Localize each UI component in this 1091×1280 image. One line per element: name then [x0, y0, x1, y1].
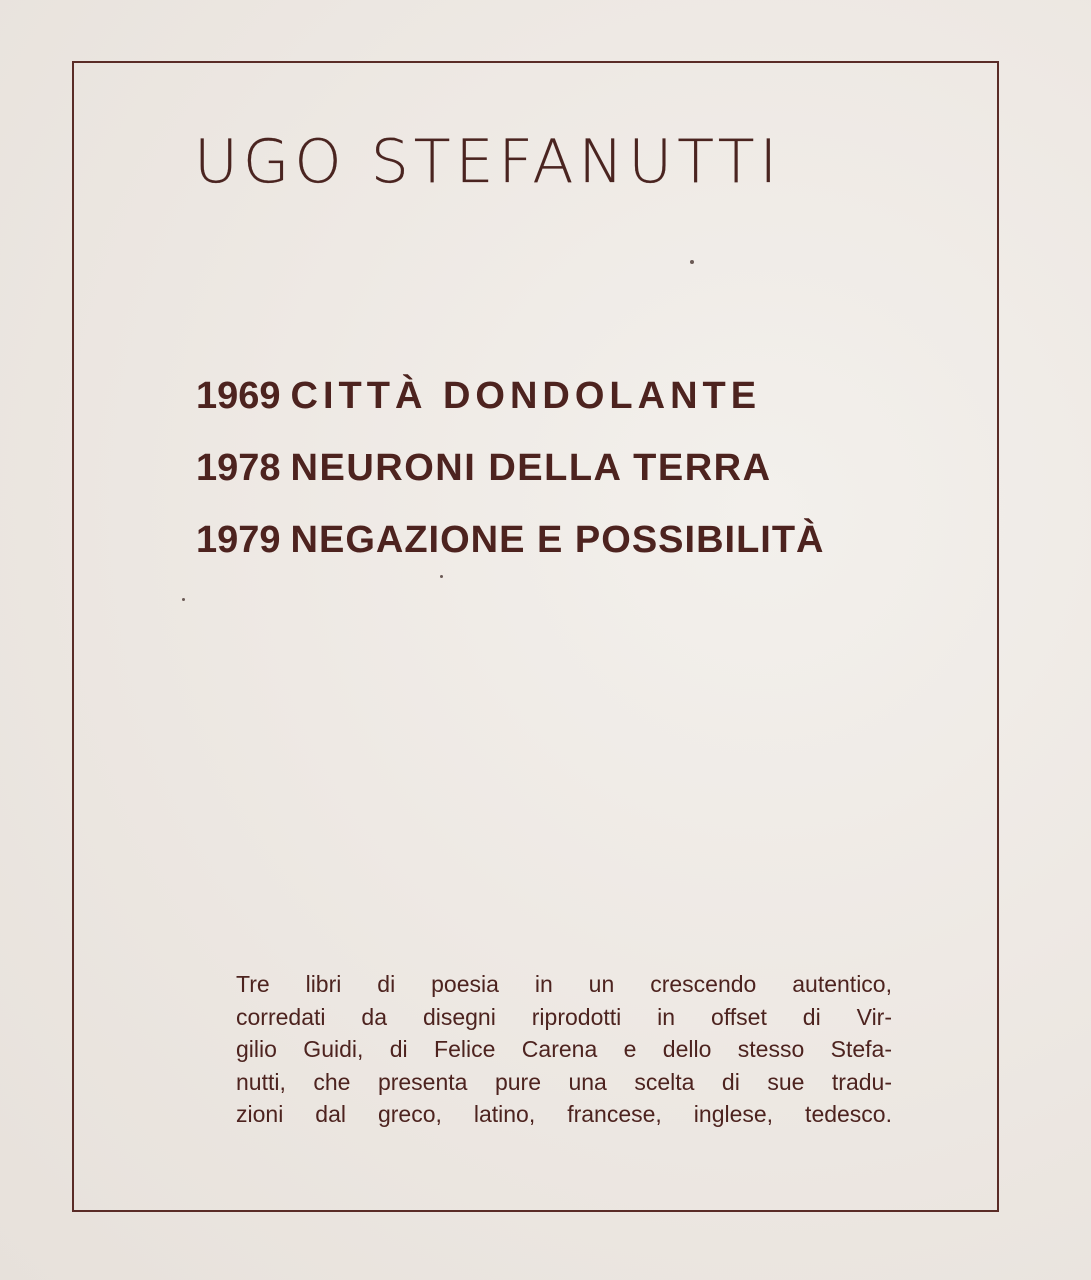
book-titles-list — [196, 366, 896, 582]
description-line: gilio Guidi, di Felice Carena e dello stesso Stefa- — [236, 1036, 892, 1062]
book-year: 1969 — [196, 375, 281, 417]
description-line: nutti, che presenta pure una scelta di sue tradu- — [236, 1068, 892, 1095]
book-title-line — [196, 366, 896, 438]
paper-speck — [690, 260, 694, 264]
book-title-line — [196, 510, 896, 582]
paper-speck — [440, 575, 443, 578]
book-title: NEGAZIONE E POSSIBILITÀ — [290, 519, 825, 561]
book-title: CITTÀ DONDOLANTE — [290, 375, 762, 417]
description-line: Tre libri di poesia in un crescendo autentico, — [236, 971, 892, 997]
book-year: 1979 — [196, 519, 281, 561]
author-name: UGO STEFANUTTI — [194, 127, 783, 197]
description-line: corredati da disegni riprodotti in offset di Vir- — [236, 1003, 892, 1030]
book-title: NEURONI DELLA TERRA — [290, 447, 772, 489]
description-line: zioni dal greco, latino, francese, inglese, tedesco. — [236, 1101, 892, 1127]
paper-speck — [182, 598, 185, 601]
book-year: 1978 — [196, 447, 281, 489]
book-title-line — [196, 438, 896, 510]
description-paragraph — [236, 968, 892, 1131]
